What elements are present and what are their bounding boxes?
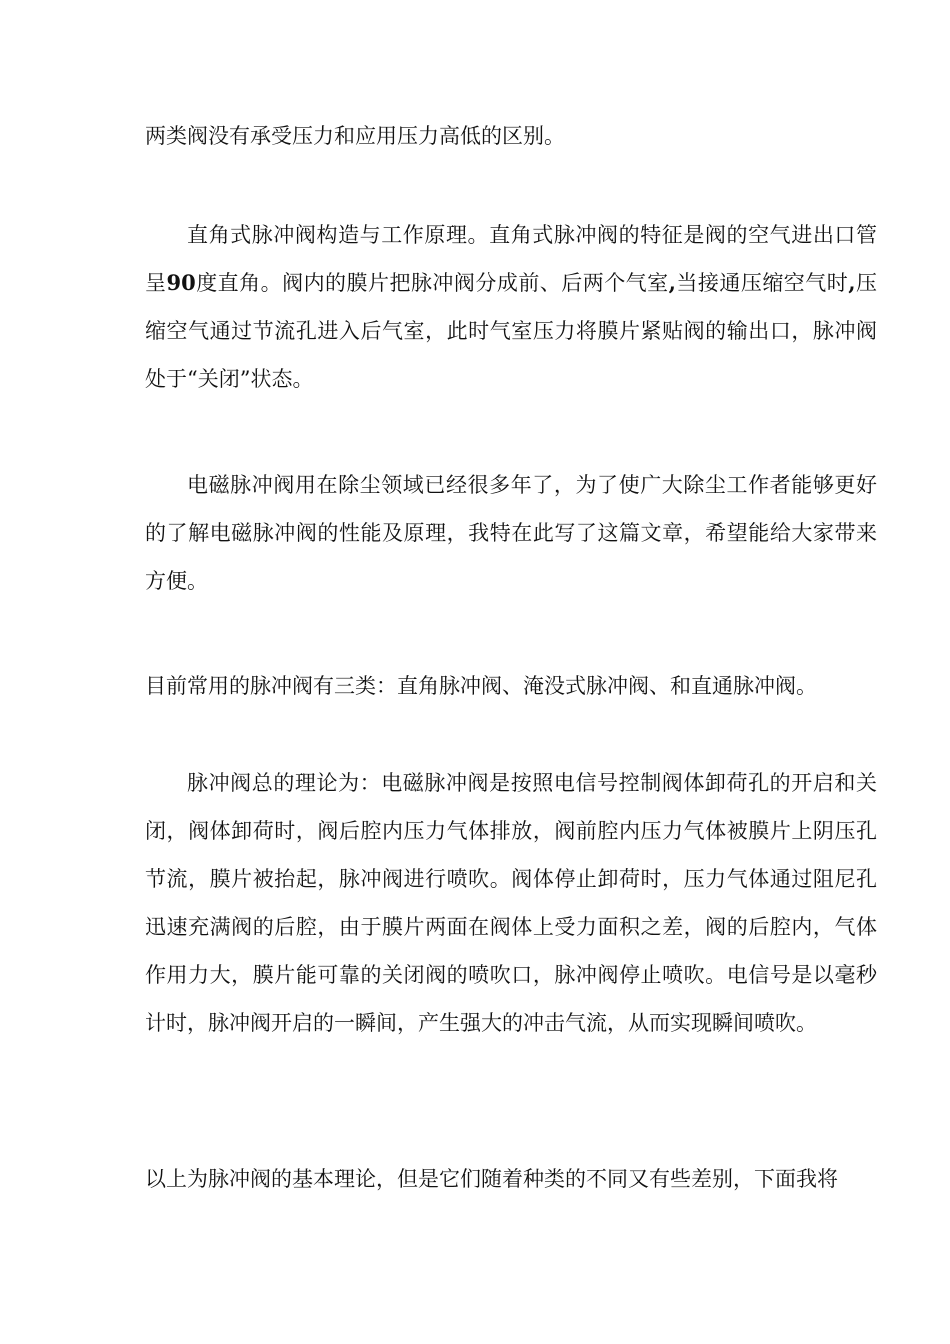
paragraph-right-angle-valve-text-4: 压缩空气通过节流孔进入后气室，此时气室压力将膜片紧贴阀的输出口，脉冲阀处于“关闭”状态。 [145,271,878,391]
paragraph-right-angle-valve-text-1: 直角式脉冲阀构造与工作原理。直角式脉冲阀的特征是阀的空气进出口管呈 [145,223,877,295]
paragraph-valve-pressure-note: 两类阀没有承受压力和应用压力高低的区别。 [145,124,565,148]
paragraph-right-angle-valve-text-3: 当接通压缩空气时 [675,271,849,295]
paragraph-valve-theory: 脉冲阀总的理论为：电磁脉冲阀是按照电信号控制阀体卸荷孔的开启和关闭，阀体卸荷时，阀后腔内压力气体排放，阀前腔内压力气体被膜片上阴压孔节流，膜片被抬起，脉冲阀进行喷吹。阀体停止卸荷时，压力气体通过阻尼孔迅速充满阀的后腔，由于膜片两面在阀体上受力面积之差，阀的后腔内，气体作用力大，膜片能可靠的关闭阀的喷吹口，脉冲阀停止喷吹。电信号是以毫秒计时，脉冲阀开启的一瞬间，产生强大的冲击气流，从而实现瞬间喷吹。 [145,771,877,1035]
paragraph-valve-types: 目前常用的脉冲阀有三类：直角脉冲阀、淹没式脉冲阀、和直通脉冲阀。 [145,674,817,698]
paragraph-right-angle-valve-text-2: 度直角。阀内的膜片把脉冲阀分成前、后两个气室 [195,271,669,295]
paragraph-electromagnetic-valve-intro: 电磁脉冲阀用在除尘领域已经很多年了，为了使广大除尘工作者能够更好的了解电磁脉冲阀的性能及原理，我特在此写了这篇文章，希望能给大家带来方便。 [145,473,877,593]
paragraph-right-angle-valve-angle-value: 90 [166,270,196,295]
paragraph-right-angle-valve-comma-2: , [848,270,856,295]
paragraph-right-angle-valve [145,211,877,403]
paragraph-right-angle-valve-comma-1: , [668,270,676,295]
paragraph-basic-theory-summary: 以上为脉冲阀的基本理论，但是它们随着种类的不同又有些差别，下面我将 [145,1167,838,1191]
